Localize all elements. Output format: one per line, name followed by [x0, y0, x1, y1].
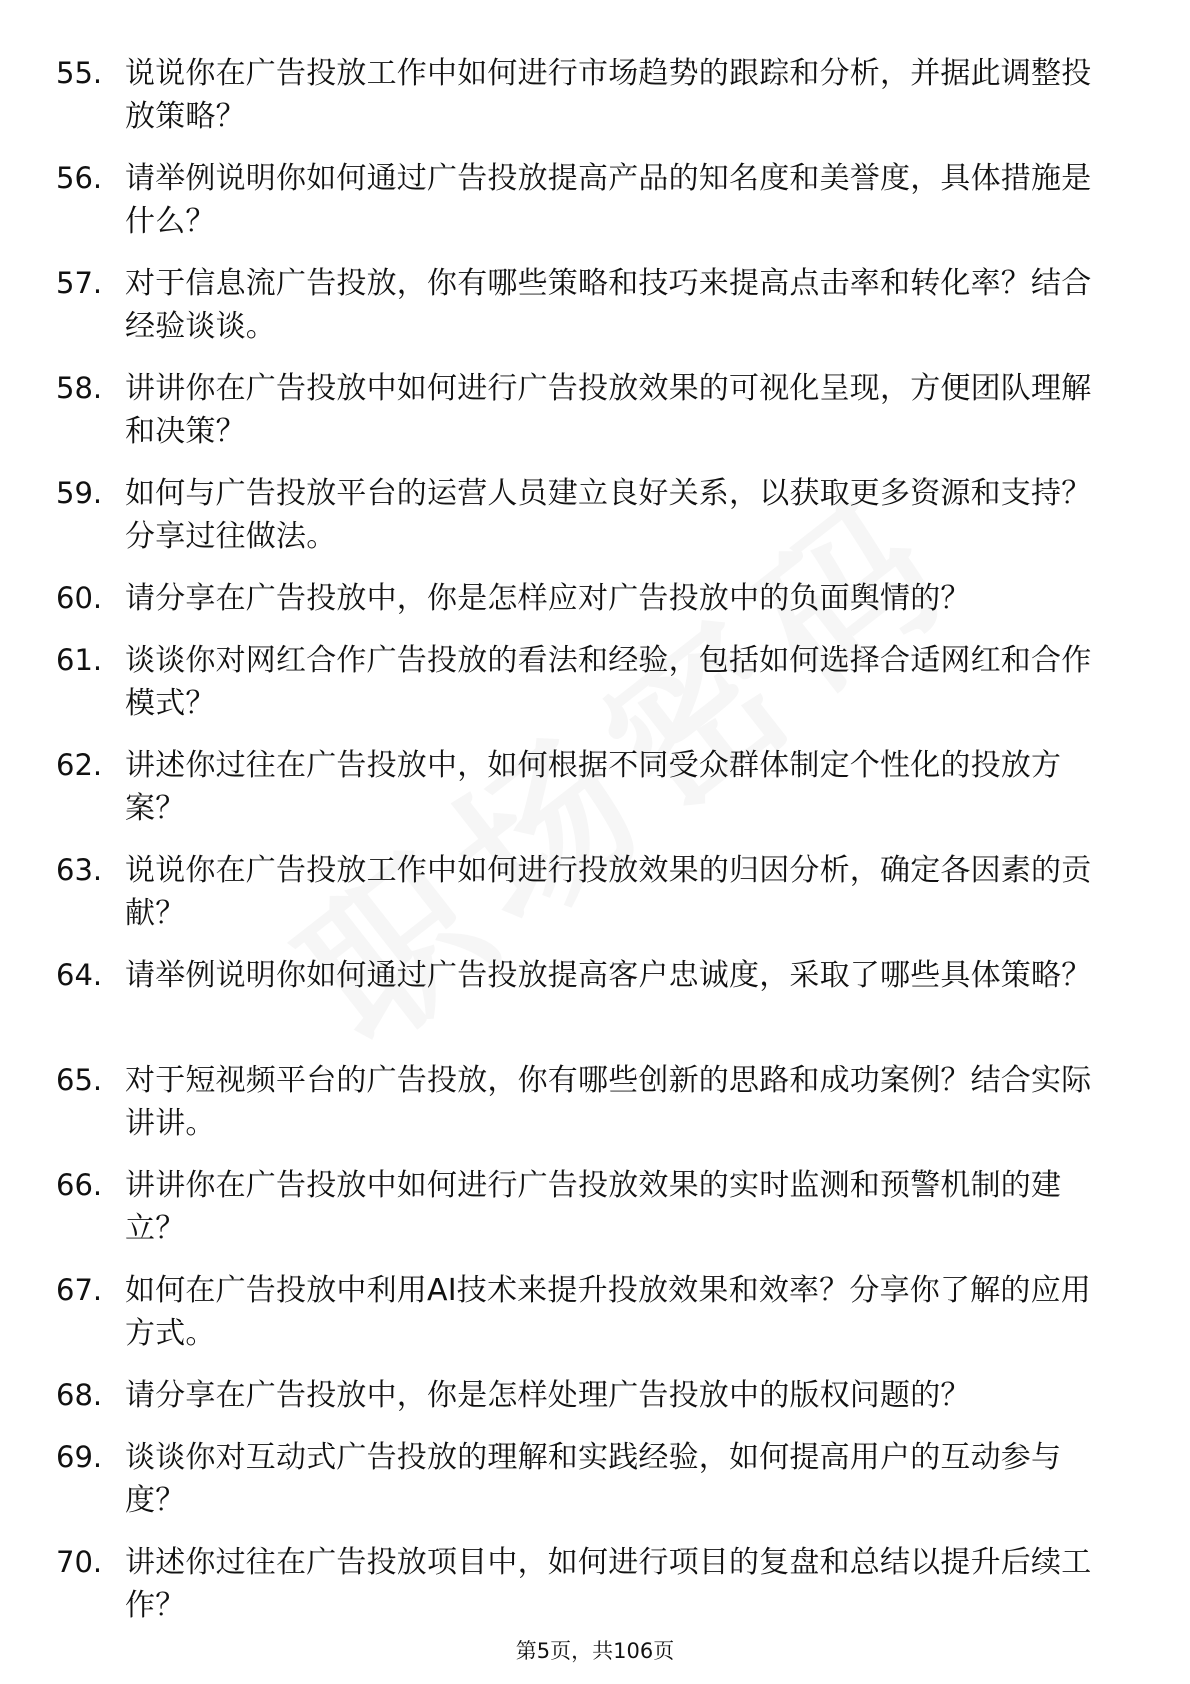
question-text: 谈谈你对互动式广告投放的理解和实践经验，如何提高用户的互动参与度？ [125, 1440, 1062, 1518]
question-number: 58. [56, 371, 103, 405]
page-footer: 第5页，共106页 [515, 1639, 675, 1663]
question-text: 对于短视频平台的广告投放，你有哪些创新的思路和成功案例？结合实际讲讲。 [125, 1063, 1092, 1141]
question-number: 66. [56, 1168, 103, 1202]
question-number: 56. [56, 161, 103, 195]
question-number: 64. [56, 958, 103, 992]
question-item [0, 157, 1190, 243]
question-item [0, 577, 1190, 620]
question-text: 讲讲你在广告投放中如何进行广告投放效果的实时监测和预警机制的建立？ [125, 1168, 1062, 1246]
question-number: 62. [56, 748, 103, 782]
question-item [0, 472, 1190, 558]
question-item [0, 1436, 1190, 1522]
question-item [0, 954, 1190, 1040]
question-text: 如何在广告投放中利用AI技术来提升投放效果和效率？分享你了解的应用方式。 [125, 1273, 1091, 1351]
question-text: 讲述你过往在广告投放项目中，如何进行项目的复盘和总结以提升后续工作？ [125, 1545, 1092, 1623]
question-item [0, 639, 1190, 725]
question-text: 讲讲你在广告投放中如何进行广告投放效果的可视化呈现，方便团队理解和决策？ [125, 371, 1092, 449]
question-number: 57. [56, 266, 103, 300]
question-text: 请分享在广告投放中，你是怎样处理广告投放中的版权问题的？ [125, 1378, 971, 1413]
question-text: 讲述你过往在广告投放中，如何根据不同受众群体制定个性化的投放方案？ [125, 748, 1062, 826]
question-item [0, 1541, 1190, 1627]
question-text: 请举例说明你如何通过广告投放提高客户忠诚度，采取了哪些具体策略？ [125, 958, 1092, 993]
question-text: 对于信息流广告投放，你有哪些策略和技巧来提高点击率和转化率？结合经验谈谈。 [125, 266, 1092, 344]
question-text: 说说你在广告投放工作中如何进行投放效果的归因分析，确定各因素的贡献？ [125, 853, 1092, 931]
question-number: 68. [56, 1378, 103, 1412]
question-item [0, 1164, 1190, 1250]
question-text: 请举例说明你如何通过广告投放提高产品的知名度和美誉度，具体措施是什么？ [125, 161, 1092, 239]
question-number: 61. [56, 643, 103, 677]
question-number: 70. [56, 1545, 103, 1579]
question-item [0, 1374, 1190, 1417]
question-number: 55. [56, 56, 103, 90]
question-item [0, 262, 1190, 348]
question-text: 说说你在广告投放工作中如何进行市场趋势的跟踪和分析，并据此调整投放策略？ [125, 56, 1092, 134]
question-text: 谈谈你对网红合作广告投放的看法和经验，包括如何选择合适网红和合作模式？ [125, 643, 1092, 721]
question-number: 67. [56, 1273, 103, 1307]
question-number: 60. [56, 581, 103, 615]
question-item [0, 1269, 1190, 1355]
question-number: 59. [56, 476, 103, 510]
question-number: 63. [56, 853, 103, 887]
question-item [0, 849, 1190, 935]
question-item [0, 52, 1190, 138]
question-number: 65. [56, 1063, 103, 1097]
question-item [0, 744, 1190, 830]
question-text: 如何与广告投放平台的运营人员建立良好关系，以获取更多资源和支持？分享过往做法。 [125, 476, 1092, 554]
question-text: 请分享在广告投放中，你是怎样应对广告投放中的负面舆情的？ [125, 581, 971, 616]
question-item [0, 1059, 1190, 1145]
question-item [0, 367, 1190, 453]
question-number: 69. [56, 1440, 103, 1474]
question-list [0, 52, 1190, 1646]
